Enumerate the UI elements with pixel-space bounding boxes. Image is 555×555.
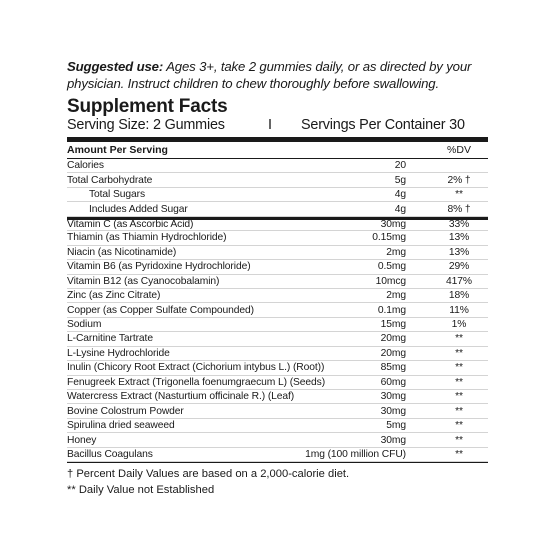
nutrient-amount: 5g: [394, 174, 406, 186]
nutrient-name: Copper (as Copper Sulfate Compounded): [67, 304, 254, 316]
table-row: [67, 159, 488, 173]
nutrient-dv: 18%: [448, 290, 470, 302]
nutrient-name: Thiamin (as Thiamin Hydrochloride): [67, 232, 227, 244]
nutrient-name: L-Lysine Hydrochloride: [67, 347, 170, 359]
serving-line: [67, 117, 488, 134]
nutrient-dv: **: [455, 333, 463, 345]
nutrient-dv: 29%: [448, 261, 470, 273]
bottom-rule: [67, 462, 488, 463]
table-header: [67, 142, 488, 159]
nutrient-amount: 1mg (100 million CFU): [305, 448, 406, 460]
nutrient-name: Niacin (as Nicotinamide): [67, 246, 177, 258]
nutrient-dv: **: [455, 420, 463, 432]
nutrient-dv: 8% †: [447, 203, 471, 215]
nutrient-name: Vitamin C (as Ascorbic Acid): [67, 219, 194, 231]
nutrient-amount: 5mg: [386, 420, 406, 432]
nutrient-name: Calories: [67, 160, 104, 172]
nutrient-name: Honey: [67, 434, 97, 446]
nutrient-amount: 30mg: [380, 405, 406, 417]
table-row: [67, 173, 488, 187]
nutrient-dv: **: [455, 362, 463, 374]
table-row: [67, 376, 488, 390]
nutrient-name: Vitamin B6 (as Pyridoxine Hydrochloride): [67, 261, 251, 273]
table-row: [67, 404, 488, 418]
nutrient-amount: 4g: [394, 189, 406, 201]
amount-per-serving-header: Amount Per Serving: [67, 144, 168, 156]
nutrient-dv: **: [455, 189, 463, 201]
table-row: [67, 332, 488, 346]
nutrient-amount: 0.1mg: [377, 304, 406, 316]
nutrient-name: Inulin (Chicory Root Extract (Cichorium intybus L.) (Root)): [67, 362, 325, 374]
suggested-use: [67, 58, 488, 92]
table-row: [67, 275, 488, 289]
nutrient-dv: 13%: [448, 246, 470, 258]
nutrient-dv: 11%: [449, 304, 469, 316]
nutrient-amount: 30mg: [380, 391, 406, 403]
nutrient-name: Zinc (as Zinc Citrate): [67, 290, 161, 302]
nutrient-dv: 13%: [448, 232, 470, 244]
table-row: [67, 419, 488, 433]
serving-size: Serving Size: 2 Gummies: [67, 117, 225, 133]
nutrient-amount: 2mg: [386, 290, 406, 302]
nutrient-name: Fenugreek Extract (Trigonella foenumgraecum L) (Seeds): [67, 376, 326, 388]
table-row: [67, 260, 488, 274]
nutrient-amount: 20: [394, 160, 406, 172]
nutrient-amount: 2mg: [386, 246, 406, 258]
table-row: [67, 433, 488, 447]
nutrient-dv: 2% †: [447, 174, 471, 186]
nutrient-dv: **: [455, 405, 463, 417]
table-row: [67, 390, 488, 404]
nutrient-dv: 1%: [451, 319, 467, 331]
nutrient-name: Watercress Extract (Nasturtium officinale R.) (Leaf): [67, 391, 295, 403]
table-row: [67, 448, 488, 462]
facts-table: [67, 159, 488, 462]
table-row: [67, 361, 488, 375]
suggested-use-label: Suggested use:: [67, 59, 164, 74]
serving-separator: I: [268, 117, 272, 133]
footnotes: [67, 467, 488, 498]
nutrient-amount: 30mg: [380, 219, 406, 231]
table-row: [67, 347, 488, 361]
table-row: [67, 231, 488, 245]
table-row: [67, 202, 488, 216]
nutrient-name: L-Carnitine Tartrate: [67, 333, 153, 345]
table-row: [67, 303, 488, 317]
table-row: [67, 188, 488, 202]
table-row: [67, 289, 488, 303]
table-row: [67, 217, 488, 231]
suggested-use-text: Ages 3+, take 2 gummies daily, or as directed by your physician. Instruct children to chew thoroughly before swallowing.: [67, 59, 472, 91]
nutrient-amount: 20mg: [380, 347, 406, 359]
supplement-label: [67, 58, 488, 498]
nutrient-name: Vitamin B12 (as Cyanocobalamin): [67, 275, 220, 287]
dv-header: %DV: [447, 144, 471, 156]
nutrient-dv: 33%: [448, 219, 470, 231]
nutrient-amount: 0.15mg: [372, 232, 406, 244]
nutrient-dv: **: [455, 434, 463, 446]
nutrient-amount: 0.5mg: [377, 261, 406, 273]
nutrient-name: Total Carbohydrate: [67, 174, 153, 186]
nutrient-dv: 417%: [446, 275, 472, 287]
nutrient-name: Total Sugars: [89, 189, 146, 201]
nutrient-dv: **: [455, 448, 463, 460]
nutrient-amount: 20mg: [380, 333, 406, 345]
nutrient-dv: **: [455, 376, 463, 388]
nutrient-amount: 30mg: [380, 434, 406, 446]
nutrient-dv: **: [455, 391, 463, 403]
nutrient-amount: 10mcg: [375, 275, 406, 287]
nutrient-amount: 15mg: [380, 319, 406, 331]
table-row: [67, 318, 488, 332]
nutrient-amount: 85mg: [380, 362, 406, 374]
nutrient-name: Includes Added Sugar: [89, 203, 188, 215]
nutrient-name: Spirulina dried seaweed: [67, 420, 175, 432]
footnote-not-established: ** Daily Value not Established: [67, 483, 215, 496]
nutrient-amount: 4g: [394, 203, 406, 215]
nutrient-name: Bacillus Coagulans: [67, 448, 153, 460]
table-row: [67, 246, 488, 260]
footnote-percent: † Percent Daily Values are based on a 2,000-calorie diet.: [67, 468, 350, 481]
servings-per-container: Servings Per Container 30: [301, 117, 465, 133]
facts-title: Supplement Facts: [67, 96, 228, 117]
nutrient-name: Bovine Colostrum Powder: [67, 405, 184, 417]
nutrient-name: Sodium: [67, 319, 102, 331]
nutrient-dv: **: [455, 347, 463, 359]
nutrient-amount: 60mg: [380, 376, 406, 388]
